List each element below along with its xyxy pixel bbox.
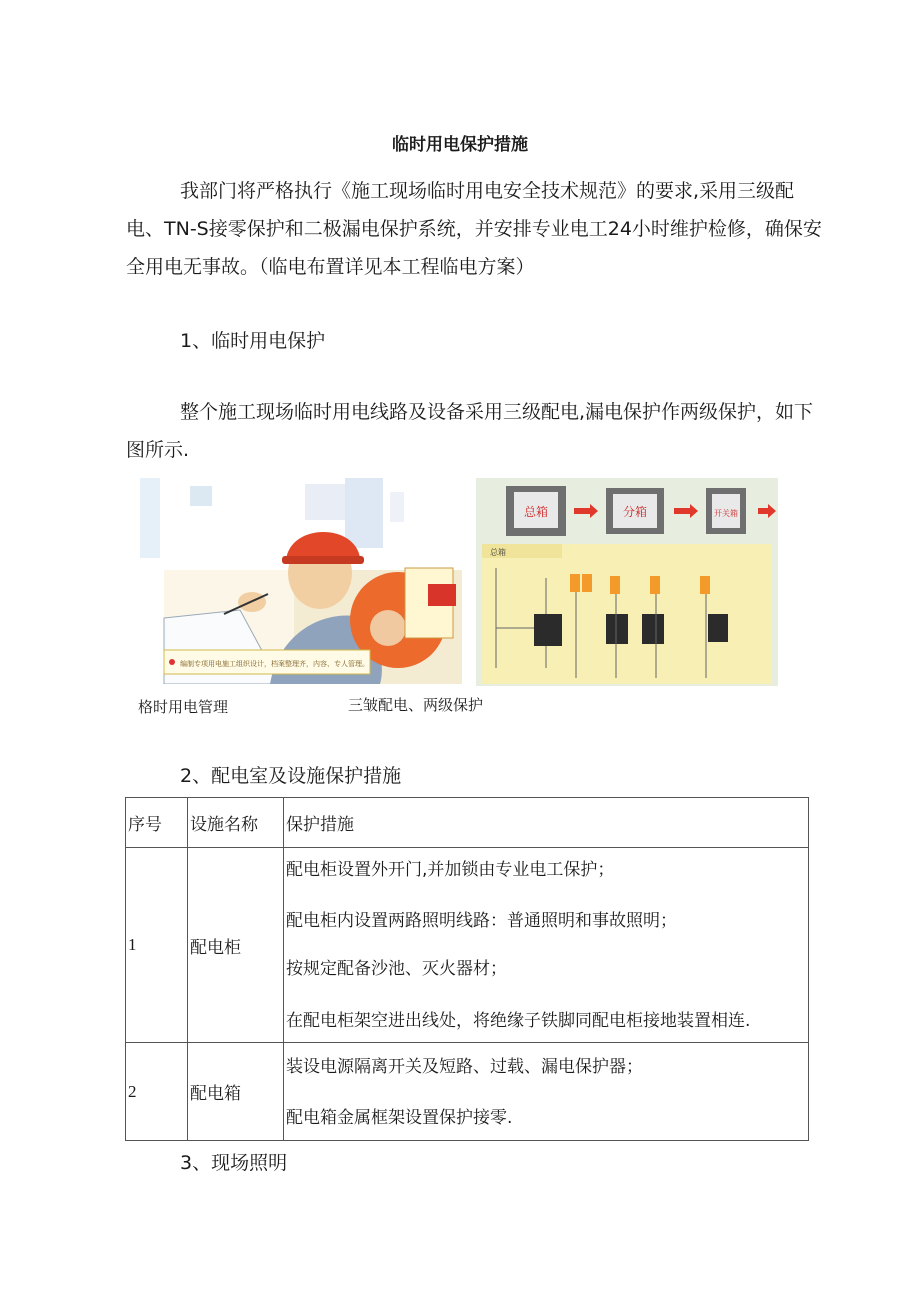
- row-no: 2: [126, 1043, 188, 1141]
- row-name: 配电箱: [188, 1043, 284, 1141]
- intro-paragraph: 我部门将严格执行《施工现场临时用电安全技术规范》的要求,采用三级配电、TN-S接零保护和二极漏电保护系统，并安排专业电工24小时维护检修，确保安全用电无事故。（临电布置详见本工程临电方案）: [126, 180, 822, 278]
- right-figure-caption: 三皱配电、两级保护: [348, 696, 484, 714]
- left-figure-caption: 格时用电管理: [138, 698, 229, 716]
- table-header-row: [126, 798, 809, 848]
- section1-heading: 1、临时用电保护: [180, 330, 326, 352]
- facility-protection-table: [125, 797, 809, 1141]
- left-figure-note: 编制专项用电施工组织设计，档案整理齐，内容、专人管理。: [180, 660, 369, 668]
- row-measures: [284, 1043, 809, 1141]
- box-label-main: 总箱: [523, 505, 549, 519]
- table-row: [126, 1043, 809, 1141]
- box-label-sub: 分箱: [622, 505, 648, 519]
- row-measures: [284, 848, 809, 1043]
- header-cell-measures: 保护措施: [284, 798, 809, 848]
- section3-heading: 3、现场照明: [180, 1152, 288, 1174]
- document-title: 临时用电保护措施: [392, 135, 528, 155]
- panel-label: 总箱: [490, 548, 506, 557]
- box-label-switch: 开关箱: [714, 509, 738, 518]
- header-cell-no: 序号: [126, 798, 188, 848]
- measure-line: 装设电源隔离开关及短路、过载、漏电保护器；: [286, 1056, 643, 1077]
- section2-heading: 2、配电室及设施保护措施: [180, 765, 402, 787]
- measure-line: 按规定配备沙池、灭火器材；: [286, 959, 507, 979]
- table-row: [126, 848, 809, 1043]
- three-level-distribution-diagram: [476, 478, 778, 686]
- measure-line: 在配电柜架空进出线处，将绝缘子铁脚同配电柜接地装置相连.: [286, 1011, 751, 1031]
- measure-line: 配电柜设置外开门,并加锁由专业电工保护；: [286, 860, 615, 880]
- section1-paragraph: 整个施工现场临时用电线路及设备采用三级配电,漏电保护作两级保护，如下图所示.: [126, 401, 814, 461]
- electrical-management-illustration: [140, 478, 462, 684]
- measure-line: 配电箱金属框架设置保护接零.: [286, 1107, 513, 1128]
- header-cell-name: 设施名称: [188, 798, 284, 848]
- row-no: 1: [126, 848, 188, 1043]
- measure-line: 配电柜内设置两路照明线路：普通照明和事故照明；: [286, 911, 677, 931]
- row-name: 配电柜: [188, 848, 284, 1043]
